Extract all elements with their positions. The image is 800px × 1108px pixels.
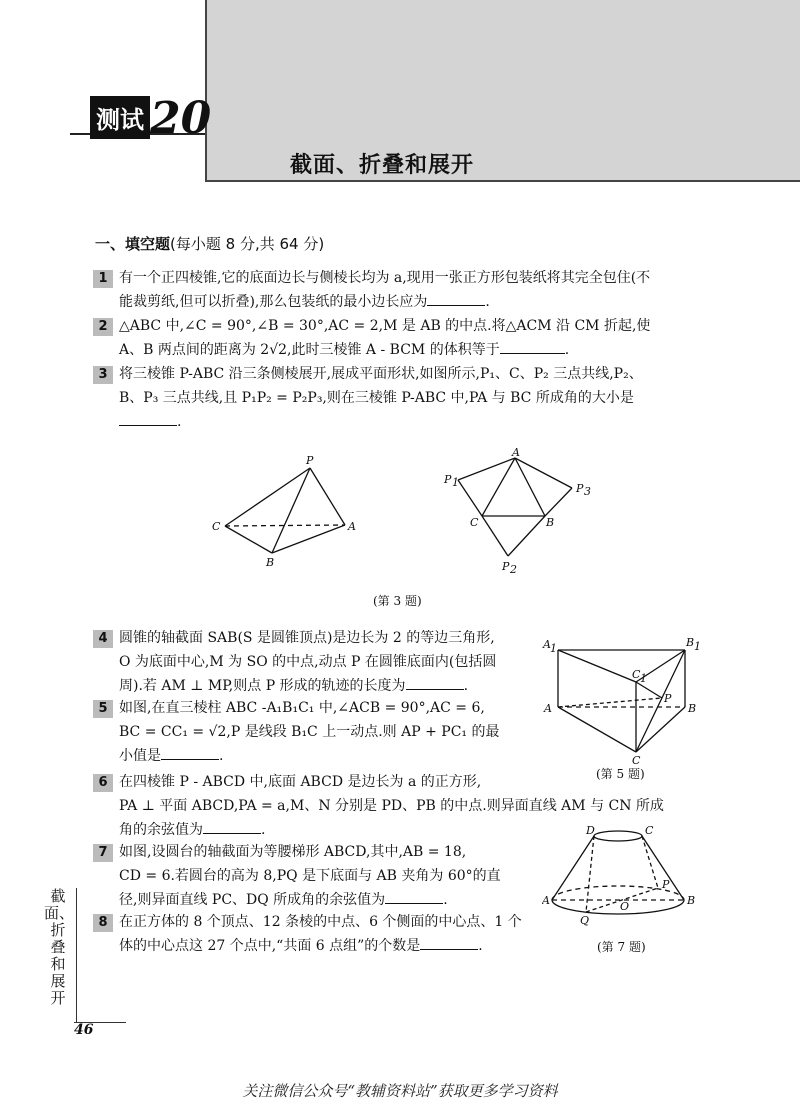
fig3a-edge-cb xyxy=(225,526,272,553)
question-text: CD = 6.若圆台的高为 8,PQ 是下底面与 AB 夹角为 60°的直 xyxy=(119,868,501,884)
fig3b-label-b: B xyxy=(546,516,555,529)
page-title: 截面、折叠和展开 xyxy=(290,153,475,178)
fig7-label-b: B xyxy=(687,894,696,907)
fig7-label-q: Q xyxy=(580,914,590,927)
answer-blank[interactable] xyxy=(420,935,478,950)
header-bottom-rule xyxy=(205,180,800,182)
question-text: O 为底面中心,M 为 SO 的中点,动点 P 在圆锥底面内(包括圆 xyxy=(119,654,497,670)
question-text: 体的中心点这 27 个点中,“共面 6 点组”的个数是 xyxy=(119,938,421,954)
question-number: 5 xyxy=(93,700,113,718)
answer-blank[interactable] xyxy=(161,745,219,760)
question-text: . xyxy=(463,678,469,694)
question-text: 有一个正四棱锥,它的底面边长与侧棱长均为 a,现用一张正方形包装纸将其完全包住(不 xyxy=(119,270,651,286)
section-title: 一、填空题 xyxy=(95,235,171,253)
test-badge xyxy=(90,93,212,144)
fig7-top-base xyxy=(594,831,642,841)
question-number: 7 xyxy=(93,844,113,862)
question-text: 在四棱锥 P - ABCD 中,底面 ABCD 是边长为 a 的正方形, xyxy=(119,774,482,790)
fig5-label-b1: B xyxy=(686,636,695,649)
question-2 xyxy=(93,314,713,362)
fig7-label-d: D xyxy=(586,824,595,837)
fig7-label-c: C xyxy=(645,824,654,837)
question-text: 如图,在直三棱柱 ABC -A₁B₁C₁ 中,∠ACB = 90°,AC = 6, xyxy=(119,700,485,716)
figure-7 xyxy=(542,824,712,934)
fig5-sub: 1 xyxy=(640,672,647,685)
test-number: 20 xyxy=(150,93,212,144)
question-text: 如图,设圆台的轴截面为等腰梯形 ABCD,其中,AB = 18, xyxy=(119,844,467,860)
question-number: 4 xyxy=(93,630,113,648)
figure-7-caption: (第 7 题) xyxy=(597,940,646,954)
question-text: . xyxy=(177,414,182,430)
answer-blank[interactable] xyxy=(385,889,443,904)
header-divider xyxy=(205,0,207,182)
answer-blank[interactable] xyxy=(427,291,485,306)
fig5-label-b: B xyxy=(688,702,697,715)
question-text: . xyxy=(443,892,448,908)
fig3a-label-a: A xyxy=(348,520,356,533)
question-text: . xyxy=(564,342,570,358)
question-text: . xyxy=(261,822,266,838)
page-number: 46 xyxy=(74,1022,94,1038)
fig3b-edge-ap1 xyxy=(458,458,515,480)
test-label: 测试 xyxy=(90,96,150,139)
question-text: BC = CC₁ = √2,P 是线段 B₁C 上一动点.则 AP + PC₁ 的最 xyxy=(119,724,500,740)
question-text: . xyxy=(219,748,224,764)
fig7-label-o: O xyxy=(620,900,630,913)
question-number: 2 xyxy=(93,318,113,336)
question-text: 周).若 AM ⊥ MP,则点 P 形成的轨迹的长度为 xyxy=(119,678,406,694)
question-1 xyxy=(93,266,713,314)
question-text: 小值是 xyxy=(119,748,161,764)
question-7 xyxy=(93,840,553,912)
question-text: . xyxy=(478,938,483,954)
fig3a-label-b: B xyxy=(266,556,275,569)
side-tab: 截面、折叠和展开 xyxy=(44,887,75,1007)
fig3a-label-c: C xyxy=(212,520,221,533)
fig7-label-p: P xyxy=(662,878,670,891)
fig5-label-c1: C xyxy=(632,668,641,681)
question-text: 在正方体的 8 个顶点、12 条棱的中点、6 个侧面的中心点、1 个 xyxy=(119,914,522,930)
question-number: 8 xyxy=(93,914,113,932)
section-heading xyxy=(95,233,324,254)
fig5-sub: 1 xyxy=(550,642,557,655)
answer-blank[interactable] xyxy=(203,819,261,834)
question-text: △ABC 中,∠C = 90°,∠B = 30°,AC = 2,M 是 AB 的中点.将△ACM 沿 CM 折起,使 xyxy=(119,318,651,334)
fig3b-sub-3: 3 xyxy=(584,485,591,498)
fig3b-sub-2: 2 xyxy=(510,563,517,576)
question-number: 3 xyxy=(93,366,113,384)
question-text: 圆锥的轴截面 SAB(S 是圆锥顶点)是边长为 2 的等边三角形, xyxy=(119,630,495,646)
answer-blank[interactable] xyxy=(406,675,464,690)
fig5-label-c: C xyxy=(632,754,641,767)
question-text: 能裁剪纸,但可以折叠),那么包装纸的最小边长应为 xyxy=(119,294,428,310)
fig3b-label-c: C xyxy=(470,516,479,529)
figure-5 xyxy=(540,632,710,767)
question-text: B、P₃ 三点共线,且 P₁P₂ = P₂P₃,则在三棱锥 P-ABC 中,PA 与 BC 所成角的大小是 xyxy=(119,390,634,406)
question-text: 将三棱锥 P-ABC 沿三条侧棱展开,展成平面形状,如图所示,P₁、C、P₂ 三点共线,P₂、 xyxy=(119,366,643,382)
fig3b-label-p3: P xyxy=(576,482,584,495)
answer-blank[interactable] xyxy=(119,411,177,426)
question-number: 6 xyxy=(93,774,113,792)
fig3b-edge-ap3 xyxy=(515,458,572,488)
fig3a-edge-pa xyxy=(310,468,345,525)
fig3a-label-p: P xyxy=(306,454,314,467)
question-text: . xyxy=(485,294,490,310)
question-8 xyxy=(93,910,553,958)
fig7-bottom-front xyxy=(552,900,684,914)
fig3b-label-a: A xyxy=(512,448,520,459)
question-text: A、B 两点间的距离为 2√2,此时三棱锥 A - BCM 的体积等于 xyxy=(119,342,500,358)
fig7-label-a: A xyxy=(542,894,550,907)
fig3b-sub-1: 1 xyxy=(452,476,459,489)
section-note: (每小题 8 分,共 64 分) xyxy=(170,235,325,253)
question-text: 径,则异面直线 PC、DQ 所成角的余弦值为 xyxy=(119,892,386,908)
footer-note: 关注微信公众号“教辅资料站”获取更多学习资料 xyxy=(242,1082,558,1100)
question-4 xyxy=(93,626,553,698)
fig3b-label-p1: P xyxy=(444,473,452,486)
figure-5-caption: (第 5 题) xyxy=(596,767,645,781)
fig5-label-a1: A xyxy=(543,638,551,651)
fig3b-label-p2: P xyxy=(502,560,510,573)
answer-blank[interactable] xyxy=(500,339,565,354)
question-text: 角的余弦值为 xyxy=(119,822,203,838)
fig5-label-a: A xyxy=(544,702,552,715)
side-tab-rule xyxy=(76,888,77,1023)
question-text: PA ⊥ 平面 ABCD,PA = a,M、N 分别是 PD、PB 的中点.则异面直线 AM 与 CN 所成 xyxy=(119,798,664,814)
question-5 xyxy=(93,696,553,768)
fig5-label-p: P xyxy=(664,692,672,705)
fig5-sub: 1 xyxy=(694,640,701,653)
figure-3 xyxy=(200,448,620,578)
question-3 xyxy=(93,362,713,434)
question-number: 1 xyxy=(93,270,113,288)
figure-3-caption: (第 3 题) xyxy=(373,594,422,608)
